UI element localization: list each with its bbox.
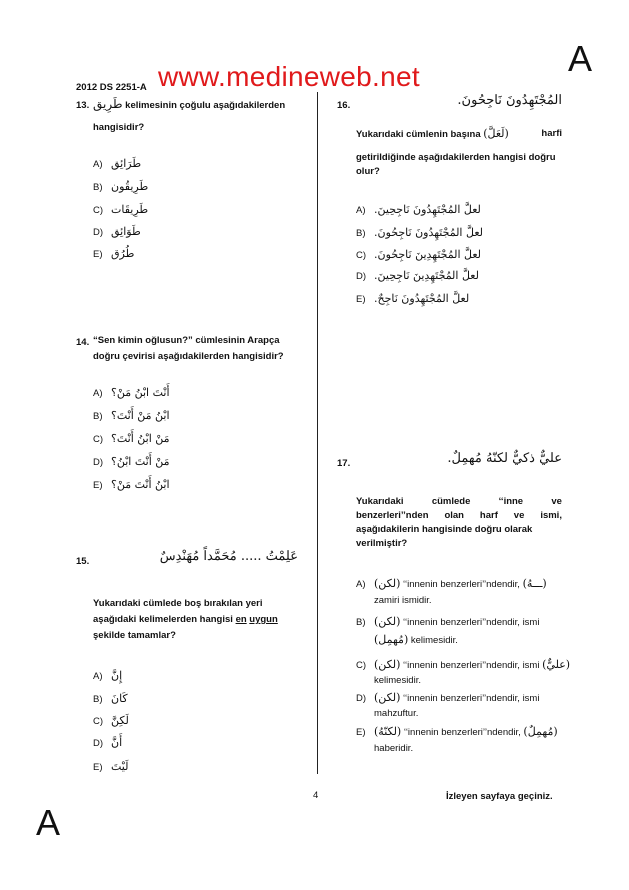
q13-option-e[interactable]: E) طُرُق [93, 247, 135, 260]
q17-option-b[interactable]: B) (لكن) ‘‘innenin benzerleri’’ndendir, ismi [356, 615, 540, 628]
q16-text-line1: Yukarıdaki cümlenin başına (لَعَلَّ) harfi [356, 127, 562, 140]
q15-option-a[interactable]: A) إِنَّ [93, 669, 123, 682]
q13-option-a[interactable]: A) طَرَائِق [93, 157, 142, 170]
q17-text-line4: verilmiştir? [356, 538, 408, 549]
page-number: 4 [313, 790, 319, 801]
q13-arabic-word: طَرِيق [93, 97, 123, 111]
exam-code: 2012 DS 2251-A [76, 82, 147, 93]
q14-option-e[interactable]: E) ابْنُ أَنْتَ مَنْ؟ [93, 478, 170, 491]
q16-option-a[interactable]: A) لعلَّ المُجْتَهِدُونَ نَاجِحِينَ. [356, 203, 481, 216]
q17-option-d-line2: mahzuftur. [374, 708, 419, 719]
q16-option-d[interactable]: D) لعلَّ المُجْتَهِدِينَ نَاجِحِينَ. [356, 269, 479, 282]
q15-option-c[interactable]: C) لَكِنَّ [93, 714, 129, 727]
watermark: www.medineweb.net [158, 61, 420, 92]
q16-option-b[interactable]: B) لعلَّ المُجْتَهِدُونَ نَاجِحُونَ. [356, 226, 483, 239]
q15-text-line2: aşağıdaki kelimelerden hangisi en uygun [93, 614, 278, 625]
q16-option-e[interactable]: E) لعلَّ المُجْتَهِدُونَ نَاجِحٌ. [356, 292, 470, 305]
q15-option-e[interactable]: E) لَيْتَ [93, 760, 129, 773]
q16-text-line3: olur? [356, 166, 380, 177]
q14-option-d[interactable]: D) مَنْ أَنْتَ ابْنُ؟ [93, 455, 170, 468]
q13-option-b[interactable]: B) طَرِيقُون [93, 180, 149, 193]
q16-number: 16. [337, 100, 351, 111]
q14-option-c[interactable]: C) مَنْ ابْنُ أَنْتَ؟ [93, 432, 170, 445]
q17-number: 17. [337, 458, 351, 469]
q17-option-b-line2: (مُهمِل) kelimesidir. [374, 633, 458, 646]
q13-option-d[interactable]: D) طَوَائِق [93, 225, 141, 238]
q14-number: 14. [76, 337, 90, 348]
q17-option-d[interactable]: D) (لكن) ‘‘innenin benzerleri’’ndendir, ismi [356, 691, 540, 704]
q16-option-c[interactable]: C) لعلَّ المُجْتَهِدِينَ نَاجِحُونَ. [356, 248, 482, 261]
q13-number: 13. [76, 100, 90, 111]
q15-text-line3: şekilde tamamlar? [93, 630, 176, 641]
q13-option-c[interactable]: C) طَرِيقَات [93, 203, 149, 216]
q15-text-line1: Yukarıdaki cümlede boş bırakılan yeri [93, 598, 263, 609]
q15-arabic-sentence: عَلِمْتُ ..... مُحَمَّداً مُهَنْدِسٌ [159, 549, 298, 564]
q16-text-line2: getirildiğinde aşağıdakilerden hangisi doğru [356, 152, 556, 163]
q17-option-e[interactable]: E) (لكنّهُ) ‘‘innenin benzerleri’’ndendir, (مُهمِلٌ) [356, 725, 558, 738]
q17-option-c-line2: kelimesidir. [374, 675, 421, 686]
q17-text-line1: Yukarıdaki cümlede ‘‘inne ve [356, 496, 562, 507]
next-page-note: İzleyen sayfaya geçiniz. [446, 791, 553, 802]
booklet-type-bottom: A [36, 802, 61, 843]
q15-option-d[interactable]: D) أَنَّ [93, 736, 123, 749]
q17-option-c[interactable]: C) (لكن) ‘‘innenin benzerleri’’ndendir, ismi (عليٌّ) [356, 658, 571, 671]
q13-stem [93, 95, 303, 115]
q13-text-line1: kelimesinin çoğulu aşağıdakilerden [125, 100, 286, 111]
booklet-type-top: A [568, 38, 593, 79]
q17-arabic-sentence: عليٌّ ذكيٌّ لكنّهُ مُهمِلٌ. [447, 451, 562, 466]
q15-number: 15. [76, 556, 90, 567]
q17-text-line3: aşağıdakilerin hangisinde doğru olarak [356, 524, 533, 535]
q14-option-a[interactable]: A) أَنْتَ ابْنُ مَنْ؟ [93, 386, 170, 399]
q15-option-b[interactable]: B) كَانَ [93, 692, 128, 705]
q16-arabic-sentence: المُجْتَهِدُونَ نَاجِحُونَ. [457, 93, 562, 108]
q17-option-e-line2: haberidir. [374, 743, 414, 754]
q17-option-a-line2: zamiri ismidir. [374, 595, 432, 606]
column-divider [317, 92, 318, 774]
q17-option-a[interactable]: A) (لكن) ‘‘innenin benzerleri’’ndendir, (ـــهُ) [356, 577, 547, 590]
q17-text-line2: benzerleri’’nden olan harf ve ismi, [356, 510, 562, 521]
q14-text-line1: “Sen kimin oğlusun?” cümlesinin Arapça [93, 335, 280, 346]
q14-option-b[interactable]: B) ابْنُ مَنْ أَنْتَ؟ [93, 409, 170, 422]
q13-text-line2: hangisidir? [93, 122, 145, 133]
q14-text-line2: doğru çevirisi aşağıdakilerden hangisidir? [93, 351, 284, 362]
